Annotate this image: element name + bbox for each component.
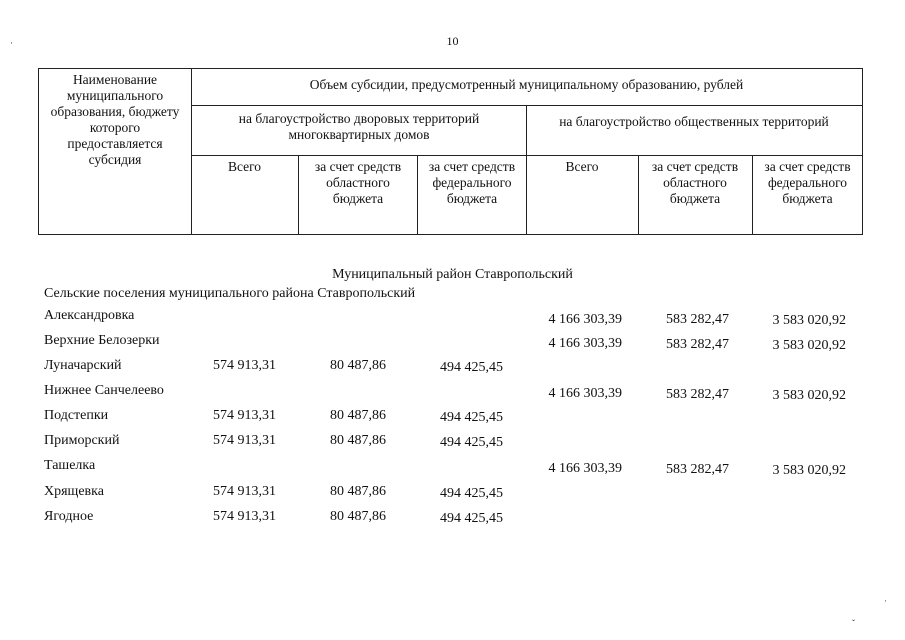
row-name: Верхние Белозерки (44, 333, 160, 348)
row-name: Нижнее Санчелеево (44, 383, 164, 398)
row-name: Луначарский (44, 358, 122, 373)
col-divider (298, 155, 299, 234)
table-row (0, 308, 905, 328)
table-row (0, 509, 905, 529)
yard-regional: 80 487,86 (330, 408, 386, 423)
col-divider (752, 155, 753, 234)
public-regional: 583 282,47 (666, 462, 729, 477)
header-col-federal-a: за счет средств федерального бюджета (428, 159, 516, 206)
table-header (38, 68, 863, 235)
public-regional: 583 282,47 (666, 337, 729, 352)
public-regional: 583 282,47 (666, 387, 729, 402)
header-col-total-b: Всего (565, 159, 599, 174)
header-name-col: Наименование муниципального образования, бюджету которого предоставляется субсидия (50, 72, 180, 167)
row-divider (191, 155, 862, 156)
row-name: Хрящевка (44, 484, 104, 499)
public-total: 4 166 303,39 (548, 312, 622, 327)
header-group-public: на благоустройство общественных территорий (559, 114, 829, 129)
public-total: 4 166 303,39 (548, 386, 622, 401)
table-row (0, 433, 905, 453)
yard-total: 574 913,31 (213, 433, 276, 448)
header-col-total: Всего (227, 159, 262, 174)
yard-total: 574 913,31 (213, 358, 276, 373)
header-group-yards: на благоустройство дворовых территорий многоквартирных домов (238, 111, 480, 142)
yard-total: 574 913,31 (213, 509, 276, 524)
header-col-federal-b: за счет средств федерального бюджета (764, 159, 851, 206)
public-regional: 583 282,47 (666, 312, 729, 327)
row-name: Александровка (44, 308, 135, 323)
col-divider (638, 155, 639, 234)
public-federal: 3 583 020,92 (772, 338, 846, 353)
yard-total: 574 913,31 (213, 408, 276, 423)
table-row (0, 333, 905, 353)
scan-speck: ˇ (852, 618, 855, 628)
scan-speck: · (10, 38, 13, 48)
row-name: Подстепки (44, 408, 109, 423)
public-total: 4 166 303,39 (548, 336, 622, 351)
section-subtitle: Сельские поселения муниципального района Ставропольский (44, 286, 416, 301)
public-federal: 3 583 020,92 (772, 388, 846, 403)
header-subsidy-title: Объем субсидии, предусмотренный муниципальному образованию, рублей (309, 77, 744, 92)
page-number: 10 (446, 34, 459, 48)
col-divider (417, 155, 418, 234)
yard-federal: 494 425,45 (440, 410, 503, 425)
yard-federal: 494 425,45 (440, 511, 503, 526)
public-federal: 3 583 020,92 (772, 463, 846, 478)
table-row (0, 484, 905, 504)
header-col-regional-a: за счет средств областного бюджета (314, 159, 402, 206)
yard-regional: 80 487,86 (330, 358, 386, 373)
yard-federal: 494 425,45 (440, 435, 503, 450)
scan-speck: · (884, 596, 887, 606)
table-row (0, 358, 905, 378)
yard-regional: 80 487,86 (330, 433, 386, 448)
row-name: Ягодное (44, 509, 94, 524)
table-row (0, 408, 905, 428)
public-federal: 3 583 020,92 (772, 313, 846, 328)
yard-federal: 494 425,45 (440, 486, 503, 501)
table-row (0, 383, 905, 403)
yard-federal: 494 425,45 (440, 360, 503, 375)
row-name: Ташелка (44, 458, 96, 473)
col-divider (191, 69, 192, 234)
yard-regional: 80 487,86 (330, 484, 386, 499)
header-col-regional-b: за счет средств областного бюджета (651, 159, 739, 206)
yard-total: 574 913,31 (213, 484, 276, 499)
public-total: 4 166 303,39 (548, 461, 622, 476)
table-row (0, 458, 905, 478)
row-name: Приморский (44, 433, 120, 448)
section-title: Муниципальный район Ставропольский (332, 267, 573, 282)
yard-regional: 80 487,86 (330, 509, 386, 524)
